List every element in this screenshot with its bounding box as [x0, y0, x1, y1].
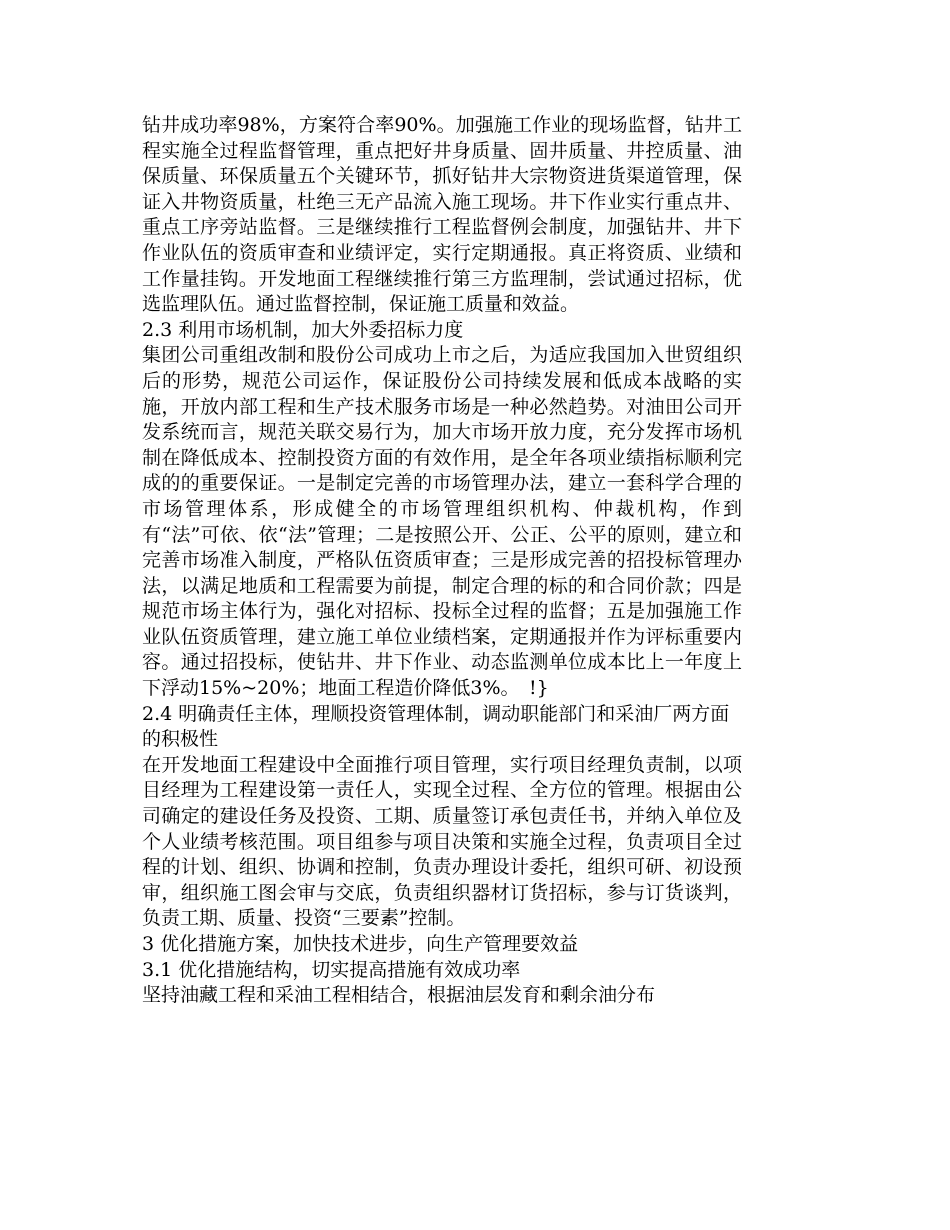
document-body — [142, 113, 742, 1009]
section-heading-3-1: 3.1 优化措施结构，切实提高措施有效成功率 — [142, 958, 521, 981]
paragraph-market-mechanism: 集团公司重组改制和股份公司成功上市之后，为适应我国加入世贸组织后的形势，规范公司运作，保证股份公司持续发展和低成本战略的实施，开放内部工程和生产技术服务市场是一种必然趋势。对油田公司开发系统而言，规范关联交易行为，加大市场开放力度，充分发挥市场机制在降低成本、控制投资方面的有效作用，是全年各项业绩指标顺利完成的的重要保证。一是制定完善的市场管理办法，建立一套科学合理的市场管理体系，形成健全的市场管理组织机构、仲裁机构，作到有“法”可依、依“法”管理；二是按照公开、公正、公平的原则，建立和完善市场准入制度，严格队伍资质审查；三是形成完善的招投标管理办法，以满足地质和工程需要为前提，制定合理的标的和合同价款；四是规范市场主体行为，强化对招标、投标全过程的监督；五是加强施工作业队伍资质管理，建立施工单位业绩档案，定期通报并作为评标重要内容。通过招投标，使钻井、井下作业、动态监测单位成本比上一年度上下浮动15%~20%；地面工程造价降低3%。 !} — [142, 344, 742, 700]
paragraph-drilling-supervision: 钻井成功率98%，方案符合率90%。加强施工作业的现场监督，钻井工程实施全过程监督管理，重点把好井身质量、固井质量、井控质量、油保质量、环保质量五个关键环节，抓好钻井大宗物资进货渠道管理，保证入井物资质量，杜绝三无产品流入施工现场。井下作业实行重点井、重点工序旁站监督。三是继续推行工程监督例会制度，加强钻井、井下作业队伍的资质审查和业绩评定，实行定期通报。真正将资质、业绩和工作量挂钩。开发地面工程继续推行第三方监理制，尝试通过招标，优选监理队伍。通过监督控制，保证施工质量和效益。 — [142, 114, 742, 316]
section-heading-3: 3 优化措施方案，加快技术进步，向生产管理要效益 — [142, 933, 579, 955]
paragraph-reservoir-engineering: 坚持油藏工程和采油工程相结合，根据油层发育和剩余油分布 — [142, 984, 656, 1007]
section-heading-2-3: 2.3 利用市场机制，加大外委招标力度 — [142, 318, 464, 341]
paragraph-project-management: 在开发地面工程建设中全面推行项目管理，实行项目经理负责制，以项目经理为工程建设第一责任人，实现全过程、全方位的管理。根据由公司确定的建设任务及投资、工期、质量签订承包责任书，并纳入单位及个人业绩考核范围。项目组参与项目决策和实施全过程，负责项目全过程的计划、组织、协调和控制，负责办理设计委托，组织可研、初设预审，组织施工图会审与交底，负责组织器材订货招标，参与订货谈判，负责工期、质量、投资“三要素”控制。 — [142, 753, 742, 930]
section-heading-2-4: 2.4 明确责任主体，理顺投资管理体制，调动职能部门和采油厂两方面的积极性 — [142, 702, 730, 751]
